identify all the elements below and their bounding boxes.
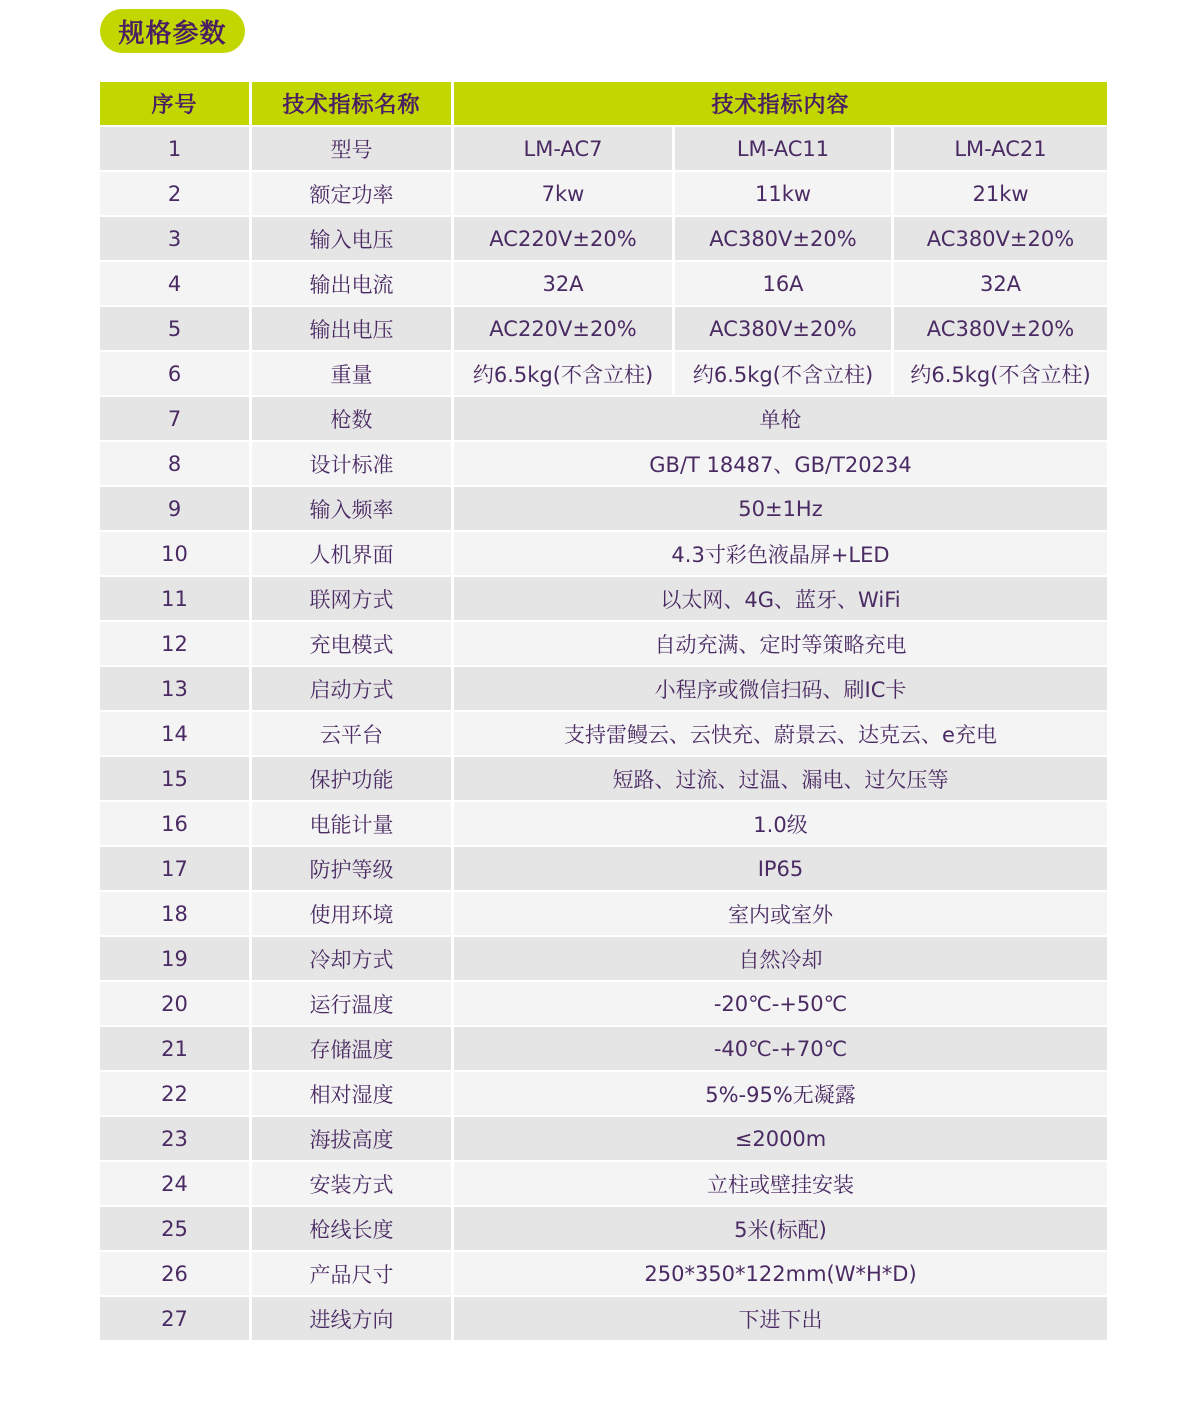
table-row [100, 532, 1107, 577]
table-row [100, 1297, 1107, 1342]
spec-value: 1.0级 [454, 802, 1107, 847]
table-row [100, 487, 1107, 532]
spec-name: 枪线长度 [252, 1207, 454, 1252]
row-number: 2 [100, 172, 252, 217]
row-number: 14 [100, 712, 252, 757]
row-number: 4 [100, 262, 252, 307]
table-row [100, 217, 1107, 262]
spec-value: ≤2000m [454, 1117, 1107, 1162]
spec-value: -20℃-+50℃ [454, 982, 1107, 1027]
spec-name: 相对湿度 [252, 1072, 454, 1117]
spec-name: 海拔高度 [252, 1117, 454, 1162]
spec-value: 自然冷却 [454, 937, 1107, 982]
spec-value-ac21: AC380V±20% [894, 307, 1107, 352]
row-number: 22 [100, 1072, 252, 1117]
spec-value-ac21: LM-AC21 [894, 127, 1107, 172]
spec-name: 存储温度 [252, 1027, 454, 1072]
table-row [100, 397, 1107, 442]
spec-name: 联网方式 [252, 577, 454, 622]
table-row [100, 622, 1107, 667]
row-number: 9 [100, 487, 252, 532]
table-row [100, 1072, 1107, 1117]
spec-value-ac21: 32A [894, 262, 1107, 307]
table-row [100, 172, 1107, 217]
row-number: 18 [100, 892, 252, 937]
table-row [100, 307, 1107, 352]
row-number: 7 [100, 397, 252, 442]
row-number: 8 [100, 442, 252, 487]
section-title-badge [100, 9, 245, 53]
spec-value: 单枪 [454, 397, 1107, 442]
spec-value: 5米(标配) [454, 1207, 1107, 1252]
spec-name: 使用环境 [252, 892, 454, 937]
table-row [100, 442, 1107, 487]
spec-name: 枪数 [252, 397, 454, 442]
spec-value-ac7: AC220V±20% [454, 217, 675, 262]
spec-name: 输出电压 [252, 307, 454, 352]
table-row [100, 577, 1107, 622]
row-number: 1 [100, 127, 252, 172]
spec-value: 以太网、4G、蓝牙、WiFi [454, 577, 1107, 622]
spec-value: 自动充满、定时等策略充电 [454, 622, 1107, 667]
header-no: 序号 [100, 82, 252, 127]
row-number: 25 [100, 1207, 252, 1252]
row-number: 16 [100, 802, 252, 847]
row-number: 26 [100, 1252, 252, 1297]
table-header [100, 82, 1107, 127]
spec-name: 安装方式 [252, 1162, 454, 1207]
row-number: 20 [100, 982, 252, 1027]
spec-value: -40℃-+70℃ [454, 1027, 1107, 1072]
spec-name: 运行温度 [252, 982, 454, 1027]
spec-value-ac7: 32A [454, 262, 675, 307]
row-number: 3 [100, 217, 252, 262]
spec-value-ac11: 11kw [675, 172, 894, 217]
spec-value: 5%-95%无凝露 [454, 1072, 1107, 1117]
spec-value-ac7: AC220V±20% [454, 307, 675, 352]
row-number: 27 [100, 1297, 252, 1342]
spec-value-ac11: 16A [675, 262, 894, 307]
header-content: 技术指标内容 [454, 82, 1107, 127]
row-number: 12 [100, 622, 252, 667]
table-row [100, 937, 1107, 982]
spec-value-ac11: AC380V±20% [675, 217, 894, 262]
table-row [100, 127, 1107, 172]
section-title: 规格参数 [118, 18, 227, 49]
spec-name: 输入电压 [252, 217, 454, 262]
row-number: 17 [100, 847, 252, 892]
table-row [100, 1117, 1107, 1162]
spec-name: 设计标准 [252, 442, 454, 487]
table-row [100, 667, 1107, 712]
table-row [100, 1252, 1107, 1297]
table-row [100, 1027, 1107, 1072]
row-number: 10 [100, 532, 252, 577]
row-number: 23 [100, 1117, 252, 1162]
spec-value: 室内或室外 [454, 892, 1107, 937]
spec-value-ac11: 约6.5kg(不含立柱) [675, 352, 894, 397]
spec-name: 人机界面 [252, 532, 454, 577]
spec-name: 防护等级 [252, 847, 454, 892]
table-row [100, 847, 1107, 892]
table-row [100, 1207, 1107, 1252]
spec-value: IP65 [454, 847, 1107, 892]
spec-value: 支持雷鳗云、云快充、蔚景云、达克云、e充电 [454, 712, 1107, 757]
spec-name: 额定功率 [252, 172, 454, 217]
spec-value: 小程序或微信扫码、刷IC卡 [454, 667, 1107, 712]
row-number: 11 [100, 577, 252, 622]
row-number: 6 [100, 352, 252, 397]
spec-value-ac21: AC380V±20% [894, 217, 1107, 262]
spec-value: 立柱或壁挂安装 [454, 1162, 1107, 1207]
spec-value: 短路、过流、过温、漏电、过欠压等 [454, 757, 1107, 802]
row-number: 5 [100, 307, 252, 352]
spec-name: 型号 [252, 127, 454, 172]
spec-value-ac7: LM-AC7 [454, 127, 675, 172]
spec-value: 4.3寸彩色液晶屏+LED [454, 532, 1107, 577]
spec-name: 产品尺寸 [252, 1252, 454, 1297]
table-row [100, 802, 1107, 847]
spec-name: 保护功能 [252, 757, 454, 802]
spec-name: 冷却方式 [252, 937, 454, 982]
spec-name: 重量 [252, 352, 454, 397]
spec-name: 云平台 [252, 712, 454, 757]
row-number: 19 [100, 937, 252, 982]
table-row [100, 1162, 1107, 1207]
spec-table [100, 82, 1107, 1342]
row-number: 13 [100, 667, 252, 712]
header-name: 技术指标名称 [252, 82, 454, 127]
spec-value-ac21: 约6.5kg(不含立柱) [894, 352, 1107, 397]
table-row [100, 982, 1107, 1027]
spec-name: 输出电流 [252, 262, 454, 307]
table-row [100, 892, 1107, 937]
spec-name: 输入频率 [252, 487, 454, 532]
spec-name: 启动方式 [252, 667, 454, 712]
table-body [100, 127, 1107, 1342]
spec-name: 电能计量 [252, 802, 454, 847]
spec-value-ac7: 约6.5kg(不含立柱) [454, 352, 675, 397]
spec-value-ac7: 7kw [454, 172, 675, 217]
table-row [100, 712, 1107, 757]
spec-value: 50±1Hz [454, 487, 1107, 532]
spec-value: GB/T 18487、GB/T20234 [454, 442, 1107, 487]
spec-value-ac11: LM-AC11 [675, 127, 894, 172]
spec-value: 250*350*122mm(W*H*D) [454, 1252, 1107, 1297]
spec-value: 下进下出 [454, 1297, 1107, 1342]
spec-value-ac11: AC380V±20% [675, 307, 894, 352]
row-number: 24 [100, 1162, 252, 1207]
row-number: 21 [100, 1027, 252, 1072]
table-row [100, 352, 1107, 397]
spec-name: 进线方向 [252, 1297, 454, 1342]
table-row [100, 757, 1107, 802]
table-row [100, 262, 1107, 307]
spec-value-ac21: 21kw [894, 172, 1107, 217]
row-number: 15 [100, 757, 252, 802]
spec-name: 充电模式 [252, 622, 454, 667]
